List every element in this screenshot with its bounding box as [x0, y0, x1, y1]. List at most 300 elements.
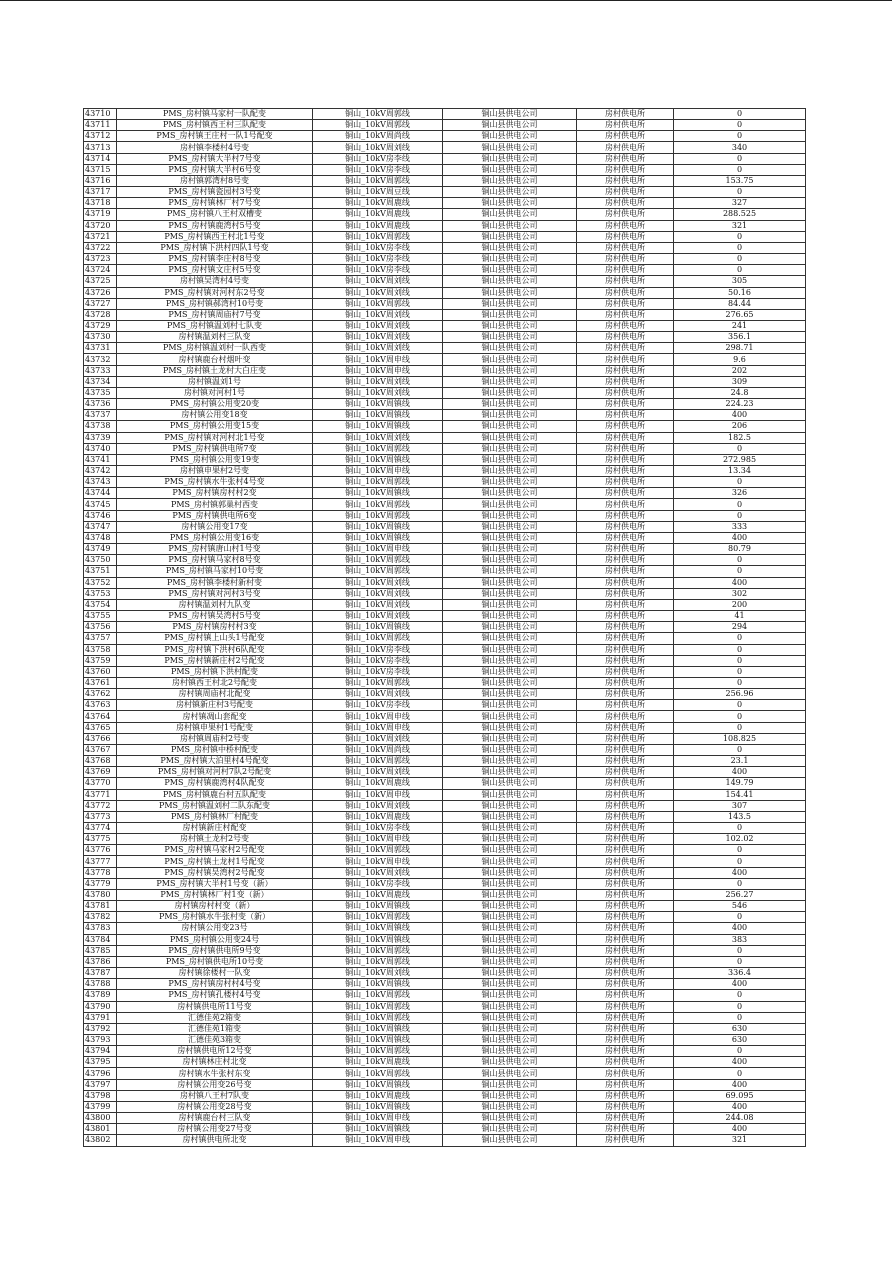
feeder-line-cell: 铜山_10kV周刘线 [313, 689, 443, 700]
row-id-cell: 43794 [84, 1046, 117, 1057]
transformer-name-cell: 房村镇徐楼村一队变 [117, 968, 313, 979]
row-id-cell: 43753 [84, 588, 117, 599]
table-row [84, 142, 806, 153]
table-row [84, 566, 806, 577]
station-cell: 房村供电所 [577, 1034, 674, 1045]
company-cell: 铜山县供电公司 [443, 1068, 577, 1079]
transformer-name-cell: 房村镇温刘村三队变 [117, 332, 313, 343]
row-id-cell: 43800 [84, 1113, 117, 1124]
station-cell: 房村供电所 [577, 466, 674, 477]
transformer-name-cell: 房村镇郭湾村8号变 [117, 175, 313, 186]
feeder-line-cell: 铜山_10kV周镇线 [313, 979, 443, 990]
value-cell: 0 [674, 265, 806, 276]
feeder-line-cell: 铜山_10kV周刘线 [313, 309, 443, 320]
value-cell: 309 [674, 376, 806, 387]
value-cell: 400 [674, 867, 806, 878]
table-row [84, 956, 806, 967]
table-row [84, 666, 806, 677]
row-id-cell: 43761 [84, 677, 117, 688]
transformer-name-cell: PMS_房村镇唐山村1号变 [117, 544, 313, 555]
table-row [84, 376, 806, 387]
station-cell: 房村供电所 [577, 555, 674, 566]
feeder-line-cell: 铜山_10kV周镇线 [313, 532, 443, 543]
company-cell: 铜山县供电公司 [443, 945, 577, 956]
row-id-cell: 43771 [84, 789, 117, 800]
feeder-line-cell: 铜山_10kV周郭线 [313, 1012, 443, 1023]
row-id-cell: 43773 [84, 811, 117, 822]
transformer-table [83, 108, 806, 1147]
company-cell: 铜山县供电公司 [443, 1001, 577, 1012]
feeder-line-cell: 铜山_10kV周鹿线 [313, 209, 443, 220]
table-row [84, 722, 806, 733]
station-cell: 房村供电所 [577, 666, 674, 677]
feeder-line-cell: 铜山_10kV房李线 [313, 164, 443, 175]
feeder-line-cell: 铜山_10kV周刘线 [313, 387, 443, 398]
table-row [84, 677, 806, 688]
feeder-line-cell: 铜山_10kV周郭线 [313, 677, 443, 688]
company-cell: 铜山县供电公司 [443, 466, 577, 477]
value-cell: 400 [674, 577, 806, 588]
table-row [84, 354, 806, 365]
value-cell: 400 [674, 1057, 806, 1068]
transformer-name-cell: PMS_房村镇马家村2号配变 [117, 845, 313, 856]
company-cell: 铜山县供电公司 [443, 153, 577, 164]
value-cell: 305 [674, 276, 806, 287]
transformer-name-cell: 房村镇公用变18变 [117, 410, 313, 421]
transformer-name-cell: 汇德佳苑3箱变 [117, 1034, 313, 1045]
station-cell: 房村供电所 [577, 265, 674, 276]
row-id-cell: 43787 [84, 968, 117, 979]
transformer-name-cell: 汇德佳苑2箱变 [117, 1012, 313, 1023]
row-id-cell: 43716 [84, 175, 117, 186]
company-cell: 铜山县供电公司 [443, 387, 577, 398]
transformer-name-cell: PMS_房村镇对河村7队2号配变 [117, 767, 313, 778]
value-cell: 69.095 [674, 1090, 806, 1101]
row-id-cell: 43710 [84, 109, 117, 120]
value-cell: 0 [674, 722, 806, 733]
value-cell: 302 [674, 588, 806, 599]
row-id-cell: 43745 [84, 499, 117, 510]
value-cell: 0 [674, 744, 806, 755]
station-cell: 房村供电所 [577, 254, 674, 265]
station-cell: 房村供电所 [577, 1023, 674, 1034]
feeder-line-cell: 铜山_10kV房李线 [313, 666, 443, 677]
transformer-name-cell: 房村镇温刘村九队变 [117, 599, 313, 610]
feeder-line-cell: 铜山_10kV周郭线 [313, 443, 443, 454]
feeder-line-cell: 铜山_10kV周刘线 [313, 599, 443, 610]
row-id-cell: 43765 [84, 722, 117, 733]
station-cell: 房村供电所 [577, 611, 674, 622]
company-cell: 铜山县供电公司 [443, 1046, 577, 1057]
table-row [84, 901, 806, 912]
row-id-cell: 43750 [84, 555, 117, 566]
row-id-cell: 43797 [84, 1079, 117, 1090]
table-row [84, 1135, 806, 1146]
company-cell: 铜山县供电公司 [443, 700, 577, 711]
feeder-line-cell: 铜山_10kV周郭线 [313, 945, 443, 956]
company-cell: 铜山县供电公司 [443, 1023, 577, 1034]
station-cell: 房村供电所 [577, 343, 674, 354]
transformer-name-cell: PMS_房村镇吴湾村2号配变 [117, 867, 313, 878]
station-cell: 房村供电所 [577, 421, 674, 432]
station-cell: 房村供电所 [577, 320, 674, 331]
transformer-name-cell: PMS_房村镇林厂村配变 [117, 811, 313, 822]
company-cell: 铜山县供电公司 [443, 611, 577, 622]
table-row [84, 990, 806, 1001]
value-cell: 153.75 [674, 175, 806, 186]
feeder-line-cell: 铜山_10kV周郭线 [313, 231, 443, 242]
company-cell: 铜山县供电公司 [443, 1101, 577, 1112]
station-cell: 房村供电所 [577, 365, 674, 376]
station-cell: 房村供电所 [577, 867, 674, 878]
station-cell: 房村供电所 [577, 811, 674, 822]
row-id-cell: 43780 [84, 889, 117, 900]
table-row [84, 220, 806, 231]
feeder-line-cell: 铜山_10kV周郭线 [313, 120, 443, 131]
company-cell: 铜山县供电公司 [443, 1135, 577, 1146]
value-cell: 0 [674, 655, 806, 666]
feeder-line-cell: 铜山_10kV周郭线 [313, 956, 443, 967]
value-cell: 224.23 [674, 399, 806, 410]
row-id-cell: 43754 [84, 599, 117, 610]
value-cell: 400 [674, 979, 806, 990]
transformer-name-cell: PMS_房村镇公用变20变 [117, 399, 313, 410]
feeder-line-cell: 铜山_10kV周申线 [313, 711, 443, 722]
company-cell: 铜山县供电公司 [443, 990, 577, 1001]
company-cell: 铜山县供电公司 [443, 309, 577, 320]
row-id-cell: 43767 [84, 744, 117, 755]
feeder-line-cell: 铜山_10kV周郭线 [313, 566, 443, 577]
row-id-cell: 43723 [84, 254, 117, 265]
company-cell: 铜山县供电公司 [443, 811, 577, 822]
feeder-line-cell: 铜山_10kV周刘线 [313, 276, 443, 287]
feeder-line-cell: 铜山_10kV周郭线 [313, 175, 443, 186]
station-cell: 房村供电所 [577, 655, 674, 666]
transformer-name-cell: PMS_房村镇供电所10号变 [117, 956, 313, 967]
row-id-cell: 43779 [84, 878, 117, 889]
station-cell: 房村供电所 [577, 990, 674, 1001]
value-cell: 400 [674, 1124, 806, 1135]
feeder-line-cell: 铜山_10kV周郭线 [313, 510, 443, 521]
value-cell: 0 [674, 242, 806, 253]
value-cell: 24.8 [674, 387, 806, 398]
table-row [84, 1101, 806, 1112]
row-id-cell: 43766 [84, 733, 117, 744]
feeder-line-cell: 铜山_10kV周郭线 [313, 845, 443, 856]
table-row [84, 767, 806, 778]
station-cell: 房村供电所 [577, 209, 674, 220]
row-id-cell: 43714 [84, 153, 117, 164]
feeder-line-cell: 铜山_10kV周刘线 [313, 432, 443, 443]
company-cell: 铜山县供电公司 [443, 1012, 577, 1023]
transformer-name-cell: PMS_房村镇温刘村七队变 [117, 320, 313, 331]
table-row [84, 287, 806, 298]
company-cell: 铜山县供电公司 [443, 109, 577, 120]
table-row [84, 733, 806, 744]
value-cell: 400 [674, 532, 806, 543]
row-id-cell: 43739 [84, 432, 117, 443]
station-cell: 房村供电所 [577, 1012, 674, 1023]
station-cell: 房村供电所 [577, 309, 674, 320]
station-cell: 房村供电所 [577, 521, 674, 532]
feeder-line-cell: 铜山_10kV周郭线 [313, 298, 443, 309]
company-cell: 铜山县供电公司 [443, 399, 577, 410]
row-id-cell: 43735 [84, 387, 117, 398]
table-row [84, 800, 806, 811]
table-row [84, 577, 806, 588]
table-row [84, 700, 806, 711]
feeder-line-cell: 铜山_10kV周郭线 [313, 555, 443, 566]
station-cell: 房村供电所 [577, 889, 674, 900]
company-cell: 铜山县供电公司 [443, 789, 577, 800]
station-cell: 房村供电所 [577, 432, 674, 443]
station-cell: 房村供电所 [577, 410, 674, 421]
table-row [84, 231, 806, 242]
row-id-cell: 43759 [84, 655, 117, 666]
row-id-cell: 43788 [84, 979, 117, 990]
table-row [84, 164, 806, 175]
company-cell: 铜山县供电公司 [443, 733, 577, 744]
company-cell: 铜山县供电公司 [443, 711, 577, 722]
transformer-name-cell: PMS_房村镇孔楼村4号变 [117, 990, 313, 1001]
feeder-line-cell: 铜山_10kV周鹿线 [313, 889, 443, 900]
station-cell: 房村供电所 [577, 298, 674, 309]
value-cell: 400 [674, 1079, 806, 1090]
table-row [84, 443, 806, 454]
feeder-line-cell: 铜山_10kV周鹿线 [313, 1057, 443, 1068]
value-cell: 9.6 [674, 354, 806, 365]
station-cell: 房村供电所 [577, 700, 674, 711]
transformer-name-cell: PMS_房村镇土龙村大白庄变 [117, 365, 313, 376]
table-row [84, 432, 806, 443]
row-id-cell: 43781 [84, 901, 117, 912]
station-cell: 房村供电所 [577, 722, 674, 733]
transformer-name-cell: PMS_房村镇对河村东2号变 [117, 287, 313, 298]
station-cell: 房村供电所 [577, 956, 674, 967]
row-id-cell: 43757 [84, 633, 117, 644]
station-cell: 房村供电所 [577, 733, 674, 744]
transformer-name-cell: PMS_房村镇大半村7号变 [117, 153, 313, 164]
table-row [84, 611, 806, 622]
station-cell: 房村供电所 [577, 789, 674, 800]
value-cell: 23.1 [674, 756, 806, 767]
value-cell: 0 [674, 443, 806, 454]
feeder-line-cell: 铜山_10kV周刘线 [313, 142, 443, 153]
feeder-line-cell: 铜山_10kV周申线 [313, 789, 443, 800]
feeder-line-cell: 铜山_10kV周刘线 [313, 577, 443, 588]
station-cell: 房村供电所 [577, 1068, 674, 1079]
company-cell: 铜山县供电公司 [443, 633, 577, 644]
station-cell: 房村供电所 [577, 689, 674, 700]
station-cell: 房村供电所 [577, 276, 674, 287]
feeder-line-cell: 铜山_10kV周刘线 [313, 767, 443, 778]
table-row [84, 689, 806, 700]
table-row [84, 711, 806, 722]
transformer-name-cell: 房村镇新庄村3号配变 [117, 700, 313, 711]
value-cell: 0 [674, 878, 806, 889]
value-cell: 84.44 [674, 298, 806, 309]
transformer-name-cell: PMS_房村镇供电所7变 [117, 443, 313, 454]
value-cell: 400 [674, 410, 806, 421]
transformer-name-cell: PMS_房村镇房村村4号变 [117, 979, 313, 990]
company-cell: 铜山县供电公司 [443, 231, 577, 242]
transformer-name-cell: 房村镇土龙村2号变 [117, 834, 313, 845]
feeder-line-cell: 铜山_10kV周申线 [313, 1113, 443, 1124]
row-id-cell: 43715 [84, 164, 117, 175]
table-row [84, 209, 806, 220]
transformer-name-cell: 房村镇周庙村2号变 [117, 733, 313, 744]
table-row [84, 488, 806, 499]
table-row [84, 421, 806, 432]
row-id-cell: 43768 [84, 756, 117, 767]
station-cell: 房村供电所 [577, 376, 674, 387]
transformer-name-cell: PMS_房村镇公用变16变 [117, 532, 313, 543]
value-cell: 241 [674, 320, 806, 331]
row-id-cell: 43793 [84, 1034, 117, 1045]
company-cell: 铜山县供电公司 [443, 644, 577, 655]
row-id-cell: 43719 [84, 209, 117, 220]
row-id-cell: 43798 [84, 1090, 117, 1101]
station-cell: 房村供电所 [577, 677, 674, 688]
table-row [84, 120, 806, 131]
transformer-name-cell: PMS_房村镇供电所6变 [117, 510, 313, 521]
transformer-name-cell: 汇德佳苑1箱变 [117, 1023, 313, 1034]
table-row [84, 834, 806, 845]
company-cell: 铜山县供电公司 [443, 867, 577, 878]
value-cell: 0 [674, 254, 806, 265]
row-id-cell: 43724 [84, 265, 117, 276]
station-cell: 房村供电所 [577, 633, 674, 644]
transformer-name-cell: PMS_房村镇鹿湾村4队配变 [117, 778, 313, 789]
value-cell: 0 [674, 677, 806, 688]
row-id-cell: 43792 [84, 1023, 117, 1034]
table-row [84, 510, 806, 521]
feeder-line-cell: 铜山_10kV周镇线 [313, 923, 443, 934]
table-row [84, 1113, 806, 1124]
station-cell: 房村供电所 [577, 878, 674, 889]
table-row [84, 521, 806, 532]
transformer-name-cell: PMS_房村镇林厂村1变（新） [117, 889, 313, 900]
company-cell: 铜山县供电公司 [443, 131, 577, 142]
transformer-name-cell: 房村镇公用变17变 [117, 521, 313, 532]
company-cell: 铜山县供电公司 [443, 220, 577, 231]
table-row [84, 655, 806, 666]
row-id-cell: 43802 [84, 1135, 117, 1146]
station-cell: 房村供电所 [577, 1101, 674, 1112]
value-cell: 0 [674, 666, 806, 677]
row-id-cell: 43775 [84, 834, 117, 845]
table-row [84, 811, 806, 822]
row-id-cell: 43795 [84, 1057, 117, 1068]
company-cell: 铜山县供电公司 [443, 1113, 577, 1124]
table-row [84, 856, 806, 867]
station-cell: 房村供电所 [577, 622, 674, 633]
company-cell: 铜山县供电公司 [443, 432, 577, 443]
value-cell: 0 [674, 555, 806, 566]
transformer-name-cell: 房村镇林庄村北变 [117, 1057, 313, 1068]
feeder-line-cell: 铜山_10kV周刘线 [313, 287, 443, 298]
value-cell: 0 [674, 499, 806, 510]
value-cell: 288.525 [674, 209, 806, 220]
table-row [84, 1001, 806, 1012]
company-cell: 铜山县供电公司 [443, 1079, 577, 1090]
transformer-name-cell: PMS_房村镇新庄村2号配变 [117, 655, 313, 666]
feeder-line-cell: 铜山_10kV周镇线 [313, 399, 443, 410]
feeder-line-cell: 铜山_10kV周镇线 [313, 1034, 443, 1045]
value-cell: 298.71 [674, 343, 806, 354]
transformer-name-cell: 房村镇鹿台村三队变 [117, 1113, 313, 1124]
row-id-cell: 43741 [84, 454, 117, 465]
table-row [84, 544, 806, 555]
row-id-cell: 43777 [84, 856, 117, 867]
page-top-rule [0, 0, 892, 1]
station-cell: 房村供电所 [577, 142, 674, 153]
value-cell: 80.79 [674, 544, 806, 555]
table-row [84, 979, 806, 990]
row-id-cell: 43732 [84, 354, 117, 365]
transformer-name-cell: PMS_房村镇温刘村一队西变 [117, 343, 313, 354]
row-id-cell: 43786 [84, 956, 117, 967]
feeder-line-cell: 铜山_10kV周镇线 [313, 521, 443, 532]
feeder-line-cell: 铜山_10kV周郭线 [313, 477, 443, 488]
table-row [84, 934, 806, 945]
value-cell: 0 [674, 153, 806, 164]
row-id-cell: 43784 [84, 934, 117, 945]
feeder-line-cell: 铜山_10kV周郭线 [313, 912, 443, 923]
table-row [84, 1023, 806, 1034]
value-cell: 0 [674, 990, 806, 1001]
table-row [84, 242, 806, 253]
feeder-line-cell: 铜山_10kV周郭线 [313, 756, 443, 767]
transformer-name-cell: PMS_房村镇大半村6号变 [117, 164, 313, 175]
feeder-line-cell: 铜山_10kV周刘线 [313, 733, 443, 744]
value-cell: 630 [674, 1034, 806, 1045]
table-row [84, 1079, 806, 1090]
feeder-line-cell: 铜山_10kV周郭线 [313, 499, 443, 510]
station-cell: 房村供电所 [577, 934, 674, 945]
row-id-cell: 43751 [84, 566, 117, 577]
company-cell: 铜山县供电公司 [443, 521, 577, 532]
row-id-cell: 43774 [84, 823, 117, 834]
value-cell: 400 [674, 767, 806, 778]
company-cell: 铜山县供电公司 [443, 744, 577, 755]
value-cell: 244.08 [674, 1113, 806, 1124]
transformer-name-cell: 房村镇吴湾村4号变 [117, 276, 313, 287]
company-cell: 铜山县供电公司 [443, 889, 577, 900]
value-cell: 154.41 [674, 789, 806, 800]
transformer-name-cell: PMS_房村镇文庄村5号变 [117, 265, 313, 276]
feeder-line-cell: 铜山_10kV周郭线 [313, 990, 443, 1001]
row-id-cell: 43760 [84, 666, 117, 677]
transformer-name-cell: PMS_房村镇鹿湾村5号变 [117, 220, 313, 231]
company-cell: 铜山县供电公司 [443, 1090, 577, 1101]
station-cell: 房村供电所 [577, 644, 674, 655]
value-cell: 0 [674, 231, 806, 242]
value-cell: 0 [674, 1046, 806, 1057]
value-cell: 143.5 [674, 811, 806, 822]
station-cell: 房村供电所 [577, 945, 674, 956]
feeder-line-cell: 铜山_10kV周镇线 [313, 488, 443, 499]
company-cell: 铜山县供电公司 [443, 689, 577, 700]
transformer-name-cell: PMS_房村镇对河村3号变 [117, 588, 313, 599]
row-id-cell: 43783 [84, 923, 117, 934]
feeder-line-cell: 铜山_10kV周刘线 [313, 867, 443, 878]
table-row [84, 789, 806, 800]
table-row [84, 1046, 806, 1057]
company-cell: 铜山县供电公司 [443, 175, 577, 186]
transformer-name-cell: 房村镇公用变28号变 [117, 1101, 313, 1112]
feeder-line-cell: 铜山_10kV周郭线 [313, 1046, 443, 1057]
